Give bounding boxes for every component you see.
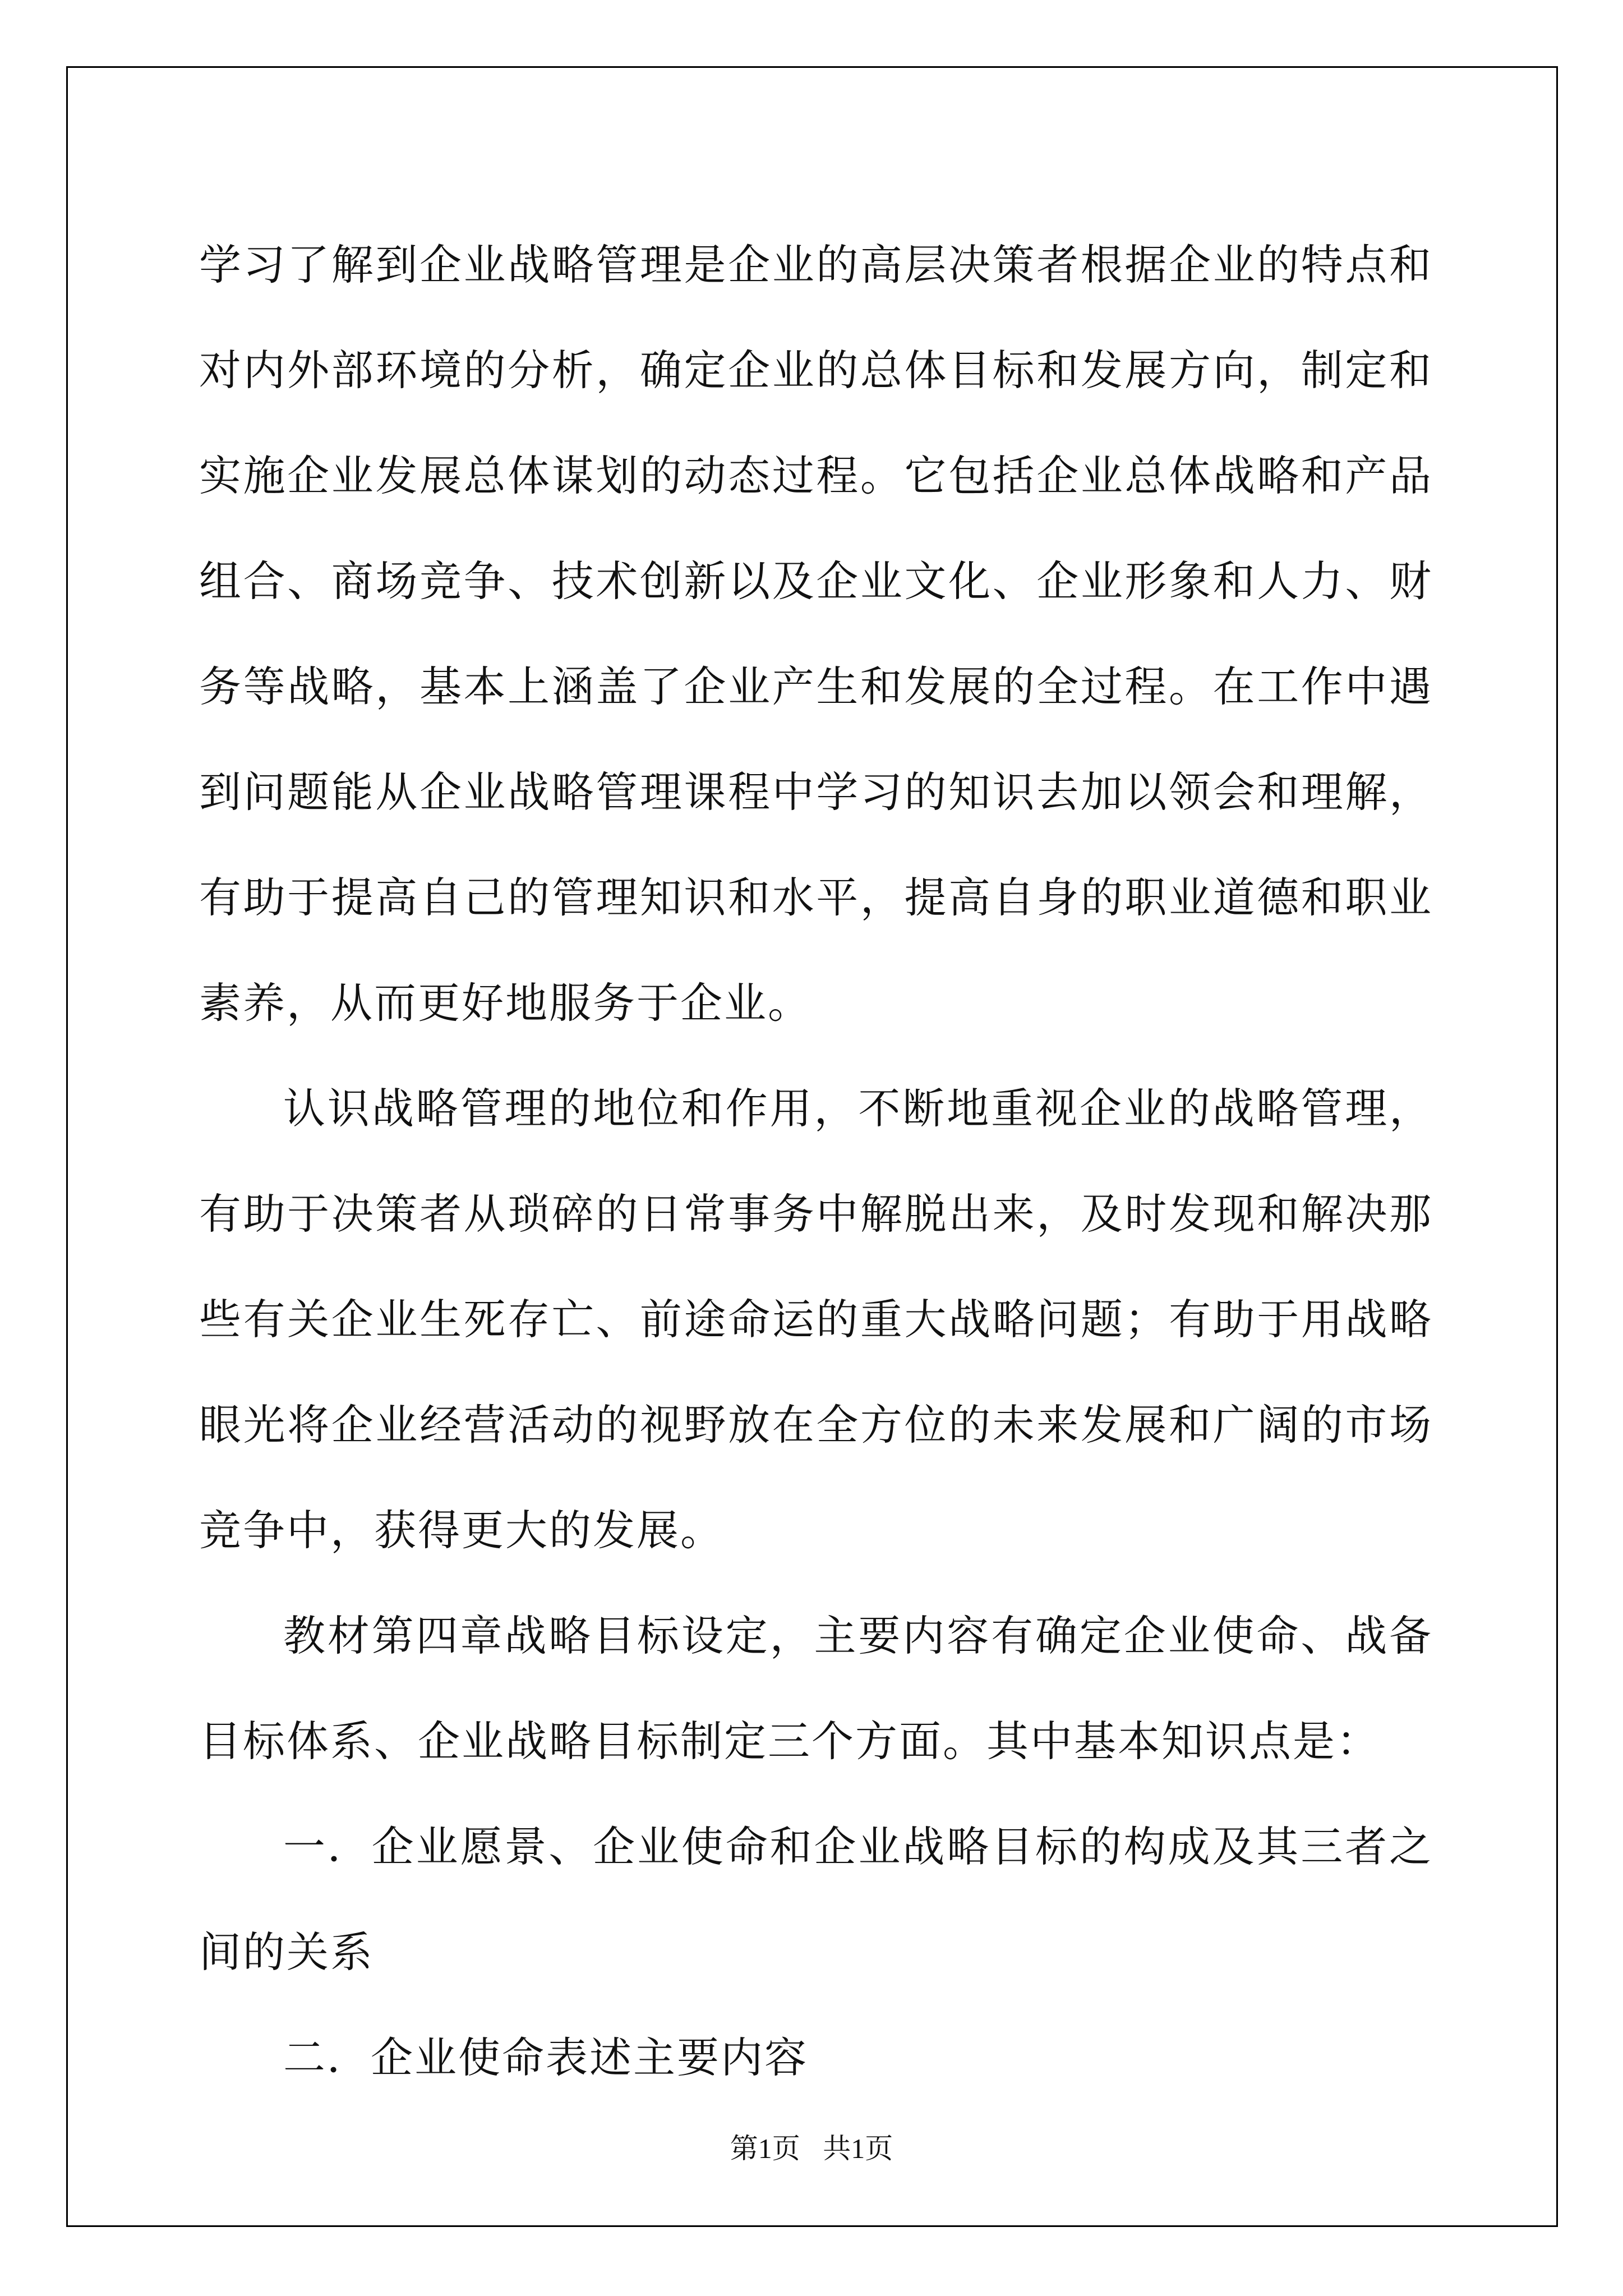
list-item-1: 一．企业愿景、企业使命和企业战略目标的构成及其三者之间的关系: [199, 1822, 1433, 1977]
list-item-2: 二．企业使命表述主要内容: [283, 2033, 809, 2082]
page-number: 第1页: [730, 2133, 800, 2164]
page-footer: [0, 2126, 1623, 2166]
page-total: 共1页: [823, 2133, 893, 2164]
paragraph-1: 学习了解到企业战略管理是企业的高层决策者根据企业的特点和对内外部环境的分析，确定企业的总体目标和发展方向，制定和实施企业发展总体谋划的动态过程。它包括企业总体战略和产品组合、商场竞争、技术创新以及企业文化、企业形象和人力、财务等战略，基本上涵盖了企业产生和发展的全过程。在工作中遇到问题能从企业战略管理课程中学习的知识去加以领会和理解，有助于提高自己的管理知识和水平，提高自身的职业道德和职业素养，从而更好地服务于企业。: [199, 240, 1433, 1028]
paragraph-3: 教材第四章战略目标设定，主要内容有确定企业使命、战备目标体系、企业战略目标制定三个方面。其中基本知识点是：: [199, 1611, 1433, 1766]
document-body: [199, 212, 1433, 2110]
paragraph-2: 认识战略管理的地位和作用，不断地重视企业的战略管理，有助于决策者从琐碎的日常事务中解脱出来，及时发现和解决那些有关企业生死存亡、前途命运的重大战略问题；有助于用战略眼光将企业经营活动的视野放在全方位的未来发展和广阔的市场竞争中，获得更大的发展。: [199, 1084, 1433, 1555]
